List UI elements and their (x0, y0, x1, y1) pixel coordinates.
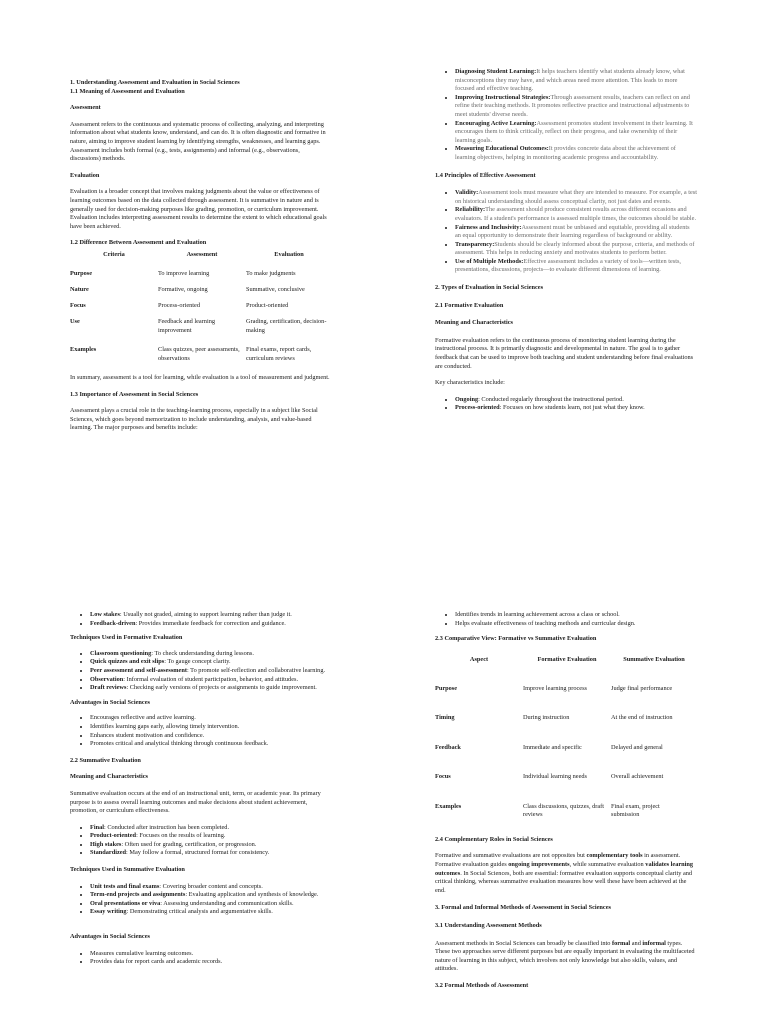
page1-right-column (435, 68, 697, 413)
list-item (455, 241, 697, 258)
list-item-text: : Demonstrating critical analysis and argumentative skills. (126, 908, 273, 916)
table-row (70, 300, 332, 316)
list-item-text: : Informal evaluation of student participation, behavior, and attitudes. (123, 675, 299, 683)
table-cell: Formative, ongoing (158, 285, 208, 293)
table-row (70, 316, 332, 342)
importance-paragraph: Assessment plays a crucial role in the teaching-learning process, especially in a subject like Social Sciences, which goes beyond memorization to include understanding, analysis, and value-based learning. The major purposes and benefits include: (70, 407, 318, 432)
list-item: • Helps evaluate effectiveness of teaching methods and curricular design. (455, 620, 697, 629)
list-item-term: Final (90, 823, 104, 831)
table-cell: Examples (435, 802, 462, 810)
summative-paragraph: Summative evaluation occurs at the end of an instructional unit, term, or academic year. Its primary purpose is to assess overall learning outcomes and make decisions about student achievement, promotion, or curriculum effectiveness. (70, 789, 321, 815)
methods-paragraph (435, 940, 697, 974)
table-cell: Focus (70, 301, 86, 309)
list-item-text: : To gauge concept clarity. (164, 658, 231, 666)
list-item-term: Low stakes (90, 611, 120, 618)
table-cell: Judge final performance (611, 684, 673, 692)
advantages-list (70, 714, 332, 748)
text-run-bold: ongoing improvements (508, 860, 570, 868)
list-item-term: Feedback-driven (90, 619, 136, 627)
heading-assessment: Assessment (70, 104, 101, 112)
list-item (455, 224, 697, 241)
list-item (455, 404, 697, 413)
evaluation-paragraph: Evaluation is a broader concept that involves making judgments about the value or effectiveness of learning outcomes based on the data collected through assessment. It is summative in nature and is generally used for decision-making purposes like grading, promotion, or curriculum improvement. Evaluation includes interpreting assessment results to determine the extent to which educational goals have been achieved. (70, 188, 327, 230)
list-item-text: It helps teachers identify what students already know, what misconceptions they may have, and which areas need more attention. This leads to more focused and effective teaching. (455, 68, 685, 93)
summative-traits-list (70, 824, 332, 858)
text-run-bold: informal (642, 939, 666, 947)
list-item (90, 832, 332, 841)
heading-2: 2. Types of Evaluation in Social Sciences (435, 284, 544, 292)
summative-benefits-list (435, 611, 697, 628)
heading-techniques-formative: Techniques Used in Formative Evaluation (70, 634, 183, 642)
key-characteristics-label: Key characteristics include: (435, 379, 505, 387)
table-cell: Purpose (435, 684, 458, 692)
heading-2-3: 2.3 Comparative View: Formative vs Summative Evaluation (435, 635, 597, 643)
list-item-term: Unit tests and final exams (90, 882, 160, 890)
list-item (90, 891, 332, 900)
table-header-cell: Summative Evaluation (623, 655, 685, 663)
list-item (90, 620, 332, 629)
list-item (455, 396, 697, 405)
heading-3-2: 3.2 Formal Methods of Assessment (435, 981, 529, 989)
table-cell: Grading, certification, decision-making (246, 317, 327, 334)
list-item-text: The assessment should produce consistent results across different occasions and evaluators. If a student's performance is assessed multiple times, the outcomes should be stable. (455, 206, 697, 222)
formative-paragraph: Formative evaluation refers to the continuous process of monitoring student learning during the instructional process. It is primarily diagnostic and developmental in nature. The goal is to gather feedback that can be used to improve both teaching and student understanding before final evaluations are conducted. (435, 336, 694, 370)
list-item-text: : To check understanding during lessons. (151, 649, 254, 657)
advantages-2-list (70, 950, 332, 967)
list-item (455, 120, 697, 146)
table-cell: Feedback and learning improvement (158, 317, 215, 334)
heading-techniques-summative: Techniques Used in Summative Evaluation (70, 866, 185, 874)
table-row (70, 268, 332, 284)
text-run-bold: validates learning outcomes (435, 860, 694, 877)
summary-paragraph: In summary, assessment is a tool for learning, while evaluation is a tool of measurement and judgment. (70, 373, 330, 381)
heading-3: 3. Formal and Informal Methods of Assessment in Social Sciences (435, 904, 611, 912)
list-item: • Provides data for report cards and academic records. (90, 958, 332, 967)
list-item-text: : Often used for grading, certification, or progression. (121, 840, 257, 848)
list-item-term: Draft reviews (90, 684, 127, 692)
table-cell: To improve learning (158, 269, 210, 277)
heading-1-4: 1.4 Principles of Effective Assessment (435, 171, 536, 179)
list-item-term: Oral presentations or viva (90, 899, 161, 907)
table-cell: Product-oriented (246, 301, 289, 309)
table-cell: Overall achievement (611, 772, 664, 780)
table-cell: Examples (70, 345, 97, 353)
list-item-text: : Assessing understanding and communication skills. (160, 899, 294, 907)
heading-2-2: 2.2 Summative Evaluation (70, 756, 141, 764)
importance-list (435, 68, 697, 163)
characteristics-list (435, 396, 697, 413)
page2-right-column (435, 611, 697, 991)
list-item-text: : Checking early versions of projects or assignments to guide improvement. (126, 684, 317, 692)
text-run: Formative and summative evaluations are not opposites but (435, 852, 587, 860)
table-header-row (435, 656, 697, 682)
list-item-term: Improving Instructional Strategies: (455, 93, 551, 101)
heading-2-4: 2.4 Complementary Roles in Social Sciences (435, 835, 553, 843)
page2-left-column (70, 611, 332, 967)
list-item: • Identifies learning gaps early, allowing timely intervention. (90, 723, 332, 732)
list-item-term: Quick quizzes and exit slips (90, 658, 165, 666)
heading-meaning: Meaning and Characteristics (435, 319, 514, 327)
complementary-paragraph (435, 852, 697, 895)
list-item-term: Peer assessment and self-assessment (90, 666, 187, 674)
list-item-term: Encouraging Active Learning: (455, 119, 537, 127)
heading-1-3: 1.3 Importance of Assessment in Social Sciences (70, 390, 199, 398)
list-item-text: Effective assessment includes a variety of tools—written tests, presentations, discussions, projects—to evaluate different dimensions of learning. (455, 257, 682, 274)
table-row (70, 342, 332, 368)
table-cell: During instruction (523, 713, 570, 721)
table-header-cell: Criteria (103, 250, 125, 258)
list-item-text: Assessment must be unbiased and equitable, providing all students an equal opportunity to demonstrate their learning regardless of background or ability. (455, 223, 690, 240)
list-item-text: Assessment promotes student involvement in their learning. It encourages them to think critically, reflect on their progress, and take ownership of their learning goals. (455, 119, 693, 144)
table-row (435, 682, 697, 711)
list-item: • Identifies trends in learning achievement across a class or school. (455, 611, 697, 620)
list-item-text: : To promote self-reflection and collaborative learning. (186, 666, 326, 674)
list-item-text: Students should be clearly informed about the purpose, criteria, and methods of assessment. This helps in reducing anxiety and motivates students to perform better. (455, 240, 695, 257)
list-item (90, 883, 332, 892)
list-item-term: Transparency: (455, 240, 495, 248)
list-item: • Encourages reflective and active learning. (90, 714, 332, 723)
list-item (90, 849, 332, 858)
table-cell: Immediate and specific (523, 743, 582, 751)
table-cell: Improve learning process (523, 684, 587, 692)
table-cell: Feedback (435, 743, 461, 751)
table-cell: At the end of instruction (611, 713, 673, 721)
text-run: types. These two approaches serve different purposes but are equally important in evaluating the multifaceted nature of learning in this subject, which involves not only knowledge but also skills, values, and attitudes. (435, 939, 695, 973)
doc-title: 1. Understanding Assessment and Evaluation in Social Sciences (70, 79, 240, 86)
list-item-term: Ongoing (455, 395, 479, 403)
table-cell: Focus (435, 772, 451, 780)
techniques-summative-list (70, 883, 332, 917)
table-cell: To make judgments (246, 269, 296, 277)
table-row (435, 741, 697, 770)
assessment-paragraph: Assessment refers to the continuous and systematic process of collecting, analyzing, and interpreting information about what students know, understand, and can do. It is often diagnostic and formative in nature, aiming to improve student learning by identifying strengths, weaknesses, and learning gaps. Assessment includes both formal (e.g., tests, assignments) and informal (e.g., observations, discussions) methods. (70, 120, 326, 163)
table-row (435, 711, 697, 741)
list-item-text: : Focuses on the results of learning. (136, 832, 226, 840)
list-item-term: Observation (90, 675, 124, 683)
list-item-term: Process-oriented (455, 404, 500, 412)
list-item-text: : Evaluating application and synthesis of knowledge. (185, 891, 319, 899)
list-item-text: : Provides immediate feedback for correction and guidance. (135, 619, 286, 627)
list-item-term: Product-oriented (90, 832, 137, 840)
list-item (90, 667, 332, 676)
list-item (455, 94, 697, 120)
table-header-cell: Assessment (186, 250, 218, 258)
table-header-cell: Evaluation (274, 250, 304, 258)
list-item-text: Assessment tools must measure what they are intended to measure. For example, a test on historical understanding should assess conceptual clarity, not just dates and events. (455, 189, 697, 205)
text-run-bold: formal (611, 939, 631, 947)
formative-traits-list (70, 611, 332, 628)
list-item-text: : Conducted regularly throughout the instructional period. (478, 395, 624, 403)
table-row (435, 770, 697, 800)
table-cell: Use (70, 317, 80, 325)
list-item-term: Essay writing (90, 908, 127, 916)
list-item (455, 68, 697, 94)
table-row (70, 284, 332, 300)
heading-2-1: 2.1 Formative Evaluation (435, 301, 504, 309)
list-item: • Enhances student motivation and confidence. (90, 732, 332, 741)
list-item-term: Term-end projects and assignments (90, 891, 186, 899)
heading-1-2: 1.2 Difference Between Assessment and Evaluation (70, 239, 207, 247)
comparison-table (435, 656, 697, 826)
list-item (455, 145, 697, 162)
table-cell: Nature (70, 285, 89, 293)
list-item-term: Classroom questioning (90, 649, 152, 657)
list-item (90, 658, 332, 667)
list-item (90, 841, 332, 850)
list-item-text: It provides concrete data about the achievement of learning objectives, helping in monitoring academic progress and accountability. (455, 145, 676, 161)
list-item: • Promotes critical and analytical thinking through continuous feedback. (90, 740, 332, 749)
list-item (90, 684, 332, 693)
list-item-term: Diagnosing Student Learning: (455, 68, 537, 75)
list-item (90, 824, 332, 833)
list-item-text: : Usually not graded, aiming to support learning rather than judge it. (119, 611, 292, 618)
list-item-term: Reliability: (455, 206, 486, 214)
text-run: in assessment. Formative evaluation guides (435, 852, 681, 868)
list-item (455, 189, 697, 206)
list-item-text: : May follow a formal, structured format for consistency. (126, 849, 270, 857)
techniques-formative-list (70, 650, 332, 693)
text-run: Assessment methods in Social Sciences can broadly be classified into (435, 939, 612, 947)
table-header-cell: Formative Evaluation (537, 655, 597, 663)
heading-advantages: Advantages in Social Sciences (70, 698, 150, 706)
heading-advantages-2: Advantages in Social Sciences (70, 933, 150, 941)
table-cell: Final exams, report cards, curriculum reviews (246, 345, 312, 362)
list-item (90, 611, 332, 620)
table-cell: Process-oriented (158, 301, 200, 309)
list-item (90, 650, 332, 659)
list-item-text: Through assessment results, teachers can reflect on and refine their teaching methods. It promotes reflective practice and instructional adjustments to meet students' diverse needs. (455, 93, 690, 118)
table-cell: Delayed and general (611, 743, 663, 751)
list-item-term: Standardized (90, 849, 127, 857)
principles-list (435, 189, 697, 275)
text-run: . In Social Sciences, both are essential: formative evaluation supports conceptual clarity and critical thinking, whereas summative evaluation measures how well these have been achieved at the end. (435, 869, 693, 894)
table-row (435, 800, 697, 826)
list-item (90, 908, 332, 917)
table-cell: Class quizzes, peer assessments, observations (158, 345, 240, 362)
list-item: • Measures cumulative learning outcomes. (90, 950, 332, 959)
list-item-term: Use of Multiple Methods: (455, 257, 524, 265)
list-item (90, 676, 332, 685)
table-cell: Final exam, project submission (611, 802, 660, 819)
list-item (455, 258, 697, 275)
difference-table (70, 251, 332, 368)
text-run: and (630, 939, 643, 947)
heading-evaluation: Evaluation (70, 171, 100, 179)
list-item-term: High stakes (90, 840, 122, 848)
table-cell: Summative, conclusive (246, 285, 305, 293)
list-item (90, 900, 332, 909)
table-cell: Purpose (70, 269, 93, 277)
text-run-bold: complementary tools (586, 852, 643, 860)
list-item-term: Validity: (455, 189, 479, 197)
table-header-row (70, 251, 332, 268)
heading-meaning-2: Meaning and Characteristics (70, 773, 149, 781)
table-cell: Individual learning needs (523, 772, 587, 780)
list-item-text: : Covering broader content and concepts. (159, 882, 263, 890)
table-header-cell: Aspect (469, 655, 489, 663)
list-item (455, 206, 697, 223)
list-item-term: Fairness and Inclusivity: (455, 223, 522, 231)
heading-3-1: 3.1 Understanding Assessment Methods (435, 921, 542, 929)
table-cell: Timing (435, 713, 455, 721)
page1-left-column (70, 79, 332, 433)
list-item-term: Measuring Educational Outcomes: (455, 145, 549, 153)
list-item-text: : Focuses on how students learn, not just what they know. (499, 404, 645, 412)
text-run: , while summative evaluation (569, 860, 646, 868)
table-cell: Class discussions, quizzes, draft reviews (523, 802, 604, 819)
heading-1-1: 1.1 Meaning of Assessment and Evaluation (70, 87, 185, 95)
list-item-text: : Conducted after instruction has been completed. (104, 823, 230, 831)
